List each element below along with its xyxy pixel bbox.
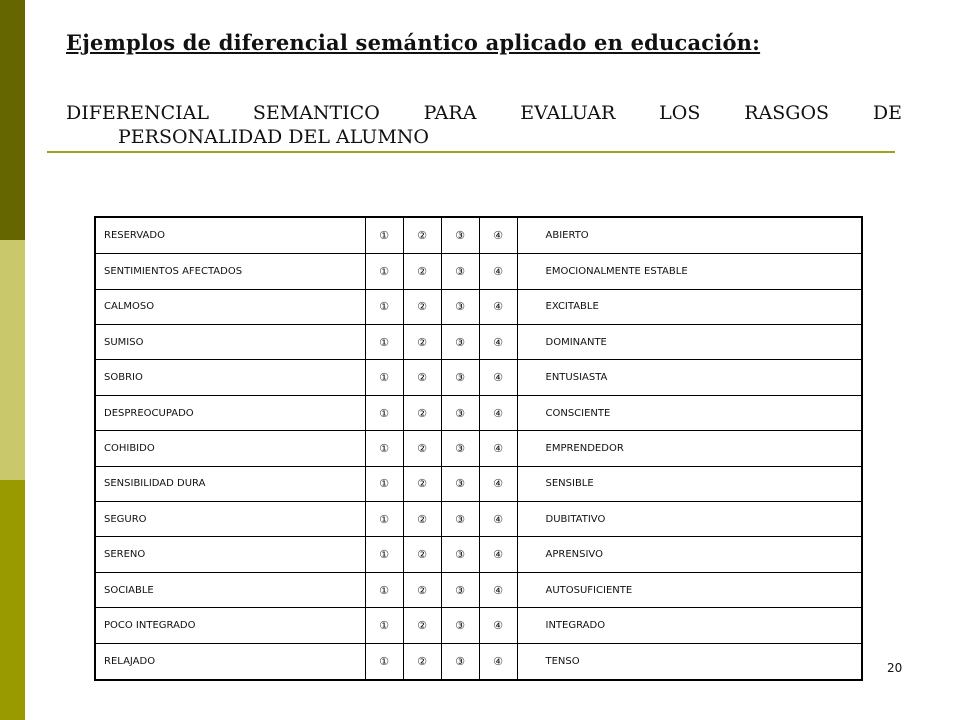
- left-trait: SENSIBILIDAD DURA: [95, 466, 365, 501]
- scale-option-2[interactable]: ②: [403, 289, 441, 324]
- left-trait: RESERVADO: [95, 217, 365, 254]
- side-band-light: [0, 240, 25, 480]
- right-trait: ABIERTO: [517, 217, 862, 254]
- scale-option-3[interactable]: ③: [441, 395, 479, 430]
- scale-option-3[interactable]: ③: [441, 643, 479, 680]
- scale-option-3[interactable]: ③: [441, 608, 479, 643]
- right-trait: TENSO: [517, 643, 862, 680]
- scale-option-1[interactable]: ①: [365, 608, 403, 643]
- scale-option-3[interactable]: ③: [441, 466, 479, 501]
- scale-option-3[interactable]: ③: [441, 572, 479, 607]
- left-trait: SEGURO: [95, 502, 365, 537]
- table-row: [95, 217, 862, 254]
- right-trait: ENTUSIASTA: [517, 360, 862, 395]
- right-trait: DUBITATIVO: [517, 502, 862, 537]
- scale-option-2[interactable]: ②: [403, 466, 441, 501]
- table-row: [95, 502, 862, 537]
- table-row: [95, 360, 862, 395]
- scale-option-4[interactable]: ④: [479, 537, 517, 572]
- table-row: [95, 324, 862, 359]
- table-row: [95, 608, 862, 643]
- left-trait: SENTIMIENTOS AFECTADOS: [95, 254, 365, 289]
- scale-option-1[interactable]: ①: [365, 431, 403, 466]
- scale-option-1[interactable]: ①: [365, 217, 403, 254]
- left-trait: COHIBIDO: [95, 431, 365, 466]
- scale-option-1[interactable]: ①: [365, 643, 403, 680]
- side-band-mid: [0, 480, 25, 720]
- scale-option-2[interactable]: ②: [403, 537, 441, 572]
- left-trait: RELAJADO: [95, 643, 365, 680]
- right-trait: CONSCIENTE: [517, 395, 862, 430]
- scale-option-2[interactable]: ②: [403, 431, 441, 466]
- scale-option-1[interactable]: ①: [365, 572, 403, 607]
- scale-option-4[interactable]: ④: [479, 289, 517, 324]
- left-trait: DESPREOCUPADO: [95, 395, 365, 430]
- right-trait: EMOCIONALMENTE ESTABLE: [517, 254, 862, 289]
- table-row: [95, 395, 862, 430]
- table-row: [95, 254, 862, 289]
- right-trait: EMPRENDEDOR: [517, 431, 862, 466]
- scale-option-4[interactable]: ④: [479, 502, 517, 537]
- slide-title: Ejemplos de diferencial semántico aplicado en educación:: [66, 30, 761, 55]
- scale-option-2[interactable]: ②: [403, 324, 441, 359]
- scale-option-4[interactable]: ④: [479, 608, 517, 643]
- scale-option-1[interactable]: ①: [365, 502, 403, 537]
- scale-option-4[interactable]: ④: [479, 431, 517, 466]
- left-trait: SOCIABLE: [95, 572, 365, 607]
- side-band-dark: [0, 0, 25, 240]
- scale-option-2[interactable]: ②: [403, 643, 441, 680]
- table-heading-line2: PERSONALIDAD DEL ALUMNO: [118, 126, 429, 148]
- right-trait: INTEGRADO: [517, 608, 862, 643]
- scale-option-3[interactable]: ③: [441, 431, 479, 466]
- scale-option-3[interactable]: ③: [441, 217, 479, 254]
- scale-option-2[interactable]: ②: [403, 217, 441, 254]
- table-row: [95, 643, 862, 680]
- table-body: [95, 217, 862, 680]
- scale-option-2[interactable]: ②: [403, 502, 441, 537]
- scale-option-3[interactable]: ③: [441, 324, 479, 359]
- heading-divider: [47, 151, 895, 153]
- scale-option-4[interactable]: ④: [479, 643, 517, 680]
- scale-option-4[interactable]: ④: [479, 466, 517, 501]
- scale-option-4[interactable]: ④: [479, 254, 517, 289]
- scale-option-2[interactable]: ②: [403, 608, 441, 643]
- left-trait: SUMISO: [95, 324, 365, 359]
- right-trait: DOMINANTE: [517, 324, 862, 359]
- scale-option-3[interactable]: ③: [441, 289, 479, 324]
- scale-option-3[interactable]: ③: [441, 537, 479, 572]
- scale-option-4[interactable]: ④: [479, 324, 517, 359]
- left-trait: SERENO: [95, 537, 365, 572]
- table-row: [95, 289, 862, 324]
- right-trait: AUTOSUFICIENTE: [517, 572, 862, 607]
- right-trait: EXCITABLE: [517, 289, 862, 324]
- table-row: [95, 466, 862, 501]
- scale-option-1[interactable]: ①: [365, 537, 403, 572]
- scale-option-1[interactable]: ①: [365, 289, 403, 324]
- left-trait: POCO INTEGRADO: [95, 608, 365, 643]
- scale-option-1[interactable]: ①: [365, 395, 403, 430]
- table-heading-line1: DIFERENCIAL SEMANTICO PARA EVALUAR LOS RASGOS DE: [66, 102, 902, 124]
- table-row: [95, 537, 862, 572]
- scale-option-2[interactable]: ②: [403, 360, 441, 395]
- left-trait: SOBRIO: [95, 360, 365, 395]
- scale-option-4[interactable]: ④: [479, 360, 517, 395]
- scale-option-2[interactable]: ②: [403, 254, 441, 289]
- scale-option-4[interactable]: ④: [479, 395, 517, 430]
- left-trait: CALMOSO: [95, 289, 365, 324]
- table-row: [95, 572, 862, 607]
- scale-option-1[interactable]: ①: [365, 254, 403, 289]
- scale-option-2[interactable]: ②: [403, 395, 441, 430]
- right-trait: APRENSIVO: [517, 537, 862, 572]
- scale-option-3[interactable]: ③: [441, 254, 479, 289]
- table-row: [95, 431, 862, 466]
- scale-option-2[interactable]: ②: [403, 572, 441, 607]
- page-number: 20: [887, 661, 903, 675]
- semantic-differential-table: [94, 216, 863, 681]
- right-trait: SENSIBLE: [517, 466, 862, 501]
- scale-option-4[interactable]: ④: [479, 217, 517, 254]
- scale-option-4[interactable]: ④: [479, 572, 517, 607]
- scale-option-3[interactable]: ③: [441, 360, 479, 395]
- scale-option-1[interactable]: ①: [365, 360, 403, 395]
- scale-option-1[interactable]: ①: [365, 324, 403, 359]
- scale-option-1[interactable]: ①: [365, 466, 403, 501]
- scale-option-3[interactable]: ③: [441, 502, 479, 537]
